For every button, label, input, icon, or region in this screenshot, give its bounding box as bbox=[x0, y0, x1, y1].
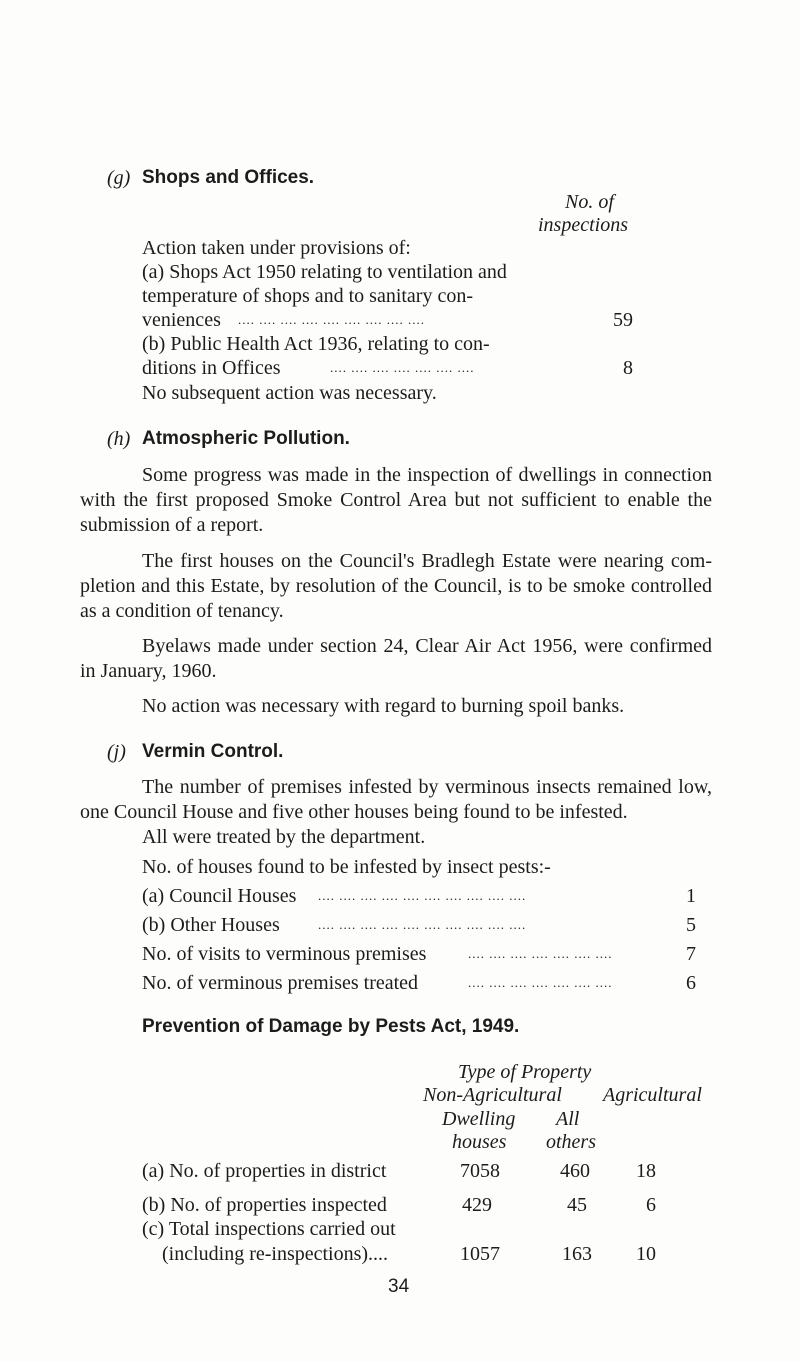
inspections-header-line1: No. of bbox=[565, 191, 614, 213]
item-a-line3: veniences bbox=[142, 309, 221, 331]
list-item-leader: .... .... .... .... .... .... .... bbox=[468, 946, 613, 961]
vermin-paragraph-2: All were treated by the department. bbox=[142, 826, 426, 848]
list-item-label: No. of visits to verminous premises bbox=[142, 943, 427, 965]
table-cell-agricultural: 18 bbox=[636, 1160, 656, 1182]
item-b-line2: ditions in Offices bbox=[142, 357, 281, 379]
table-cell-dwelling: 7058 bbox=[460, 1160, 500, 1182]
table-cell-agricultural: 6 bbox=[646, 1194, 656, 1216]
list-item-value: 5 bbox=[686, 914, 696, 936]
list-item-leader: .... .... .... .... .... .... .... .... .... .... bbox=[318, 917, 527, 932]
type-of-property-header: Type of Property bbox=[458, 1061, 592, 1083]
page-number: 34 bbox=[388, 1276, 410, 1297]
dwelling-header-line1: Dwelling bbox=[442, 1108, 516, 1130]
table-cell-dwelling: 1057 bbox=[460, 1243, 500, 1265]
pollution-paragraph-1: Some progress was made in the inspection of dwellings in connection with the first proposed Smoke Control Area but not sufficient to enable the submission of a report. bbox=[80, 464, 712, 536]
table-cell-others: 163 bbox=[562, 1243, 592, 1265]
inspections-header-line2: inspections bbox=[538, 214, 628, 236]
table-cell-dwelling: 429 bbox=[462, 1194, 492, 1216]
agricultural-header: Agricultural bbox=[603, 1084, 702, 1106]
no-action-note: No subsequent action was necessary. bbox=[142, 382, 437, 404]
list-item-label: No. of verminous premises treated bbox=[142, 972, 419, 994]
table-row-label-continued: (including re-inspections).... bbox=[162, 1243, 389, 1265]
list-item-value: 6 bbox=[686, 972, 696, 994]
list-item-value: 7 bbox=[686, 943, 696, 965]
item-a-leader: .... .... .... .... .... .... .... .... .... bbox=[238, 312, 425, 327]
pollution-paragraph-2: The first houses on the Council's Bradlegh Estate were nearing com- pletion and this Estate, by resolution of the Council, is to be smoke controlled as a condition of tenancy. bbox=[80, 550, 712, 622]
list-item-label: (a) Council Houses bbox=[142, 885, 297, 907]
dwelling-header-line2: houses bbox=[452, 1131, 507, 1153]
non-agricultural-header: Non-Agricultural bbox=[423, 1084, 562, 1106]
item-a-line1: (a) Shops Act 1950 relating to ventilation and bbox=[142, 261, 507, 283]
table-cell-others: 460 bbox=[560, 1160, 590, 1182]
list-item-value: 1 bbox=[686, 885, 696, 907]
all-header-line2: others bbox=[546, 1131, 596, 1153]
item-b-value: 8 bbox=[623, 357, 633, 379]
action-intro: Action taken under provisions of: bbox=[142, 237, 411, 259]
table-row-label: (a) No. of properties in district bbox=[142, 1160, 387, 1182]
pollution-heading: Atmospheric Pollution. bbox=[142, 428, 350, 449]
vermin-heading: Vermin Control. bbox=[142, 741, 284, 762]
pollution-paragraph-4: No action was necessary with regard to burning spoil banks. bbox=[142, 695, 625, 717]
list-item-leader: .... .... .... .... .... .... .... .... .... .... bbox=[318, 888, 527, 903]
item-a-value: 59 bbox=[613, 309, 633, 331]
item-b-line1: (b) Public Health Act 1936, relating to con- bbox=[142, 333, 490, 355]
section-letter-g: (g) bbox=[107, 167, 131, 189]
table-row-label: (b) No. of properties inspected bbox=[142, 1194, 387, 1216]
item-a-line2: temperature of shops and to sanitary con- bbox=[142, 285, 474, 307]
list-item-leader: .... .... .... .... .... .... .... bbox=[468, 975, 613, 990]
item-b-leader: .... .... .... .... .... .... .... bbox=[330, 360, 475, 375]
vermin-paragraph-1: The number of premises infested by verminous insects remained low, one Council House and five other houses being found to be infested. bbox=[80, 776, 712, 823]
section-letter-j: (j) bbox=[107, 741, 126, 763]
table-cell-agricultural: 10 bbox=[636, 1243, 656, 1265]
shops-heading: Shops and Offices. bbox=[142, 167, 315, 188]
section-letter-h: (h) bbox=[107, 428, 131, 450]
list-item-label: (b) Other Houses bbox=[142, 914, 280, 936]
pollution-paragraph-3: Byelaws made under section 24, Clear Air Act 1956, were confirmed in January, 1960. bbox=[80, 635, 712, 682]
table-row-label: (c) Total inspections carried out bbox=[142, 1218, 396, 1240]
pests-heading: Prevention of Damage by Pests Act, 1949. bbox=[142, 1016, 520, 1037]
vermin-paragraph-3: No. of houses found to be infested by insect pests:- bbox=[142, 856, 551, 878]
all-header-line1: All bbox=[556, 1108, 580, 1130]
table-cell-others: 45 bbox=[567, 1194, 587, 1216]
